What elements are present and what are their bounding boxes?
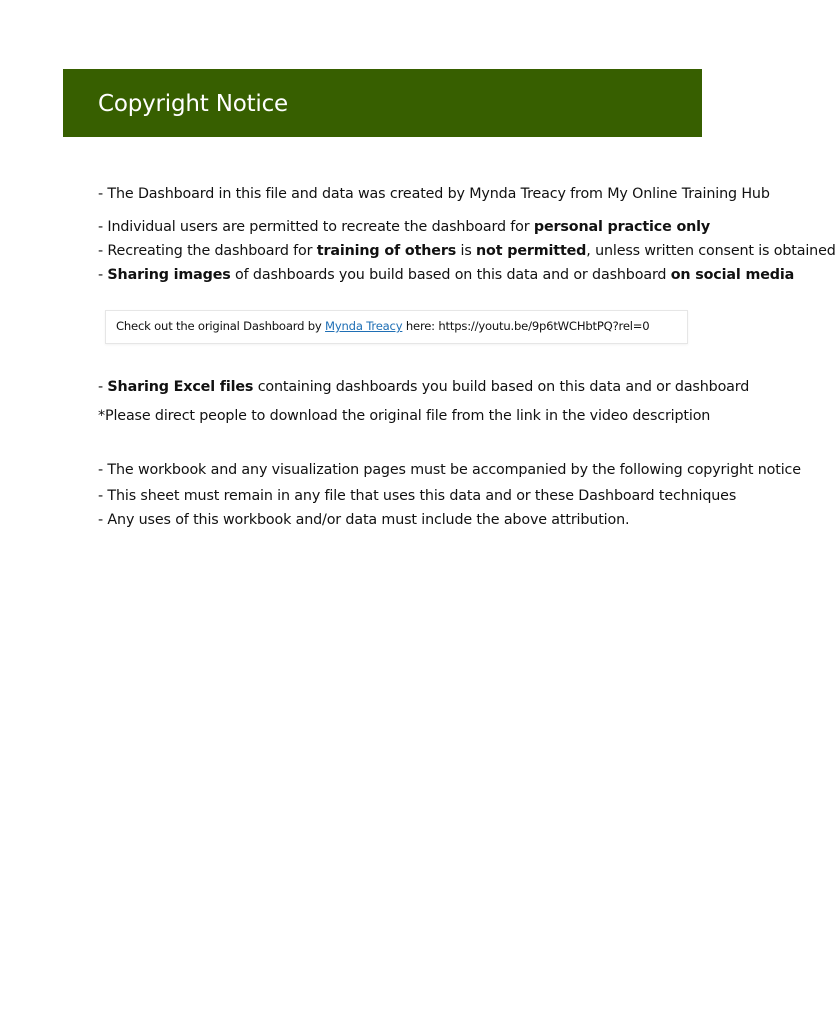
notice-line-training-others (98, 242, 836, 260)
callout-suffix: here: https://youtu.be/9p6tWCHbtPQ?rel=0 (402, 319, 650, 333)
notice-text: *Please direct people to download the original file from the link in the video description (98, 408, 711, 424)
notice-emphasis: on social media (670, 267, 795, 283)
callout-text (116, 319, 649, 333)
notice-emphasis: Sharing Excel files (107, 379, 254, 395)
page-title: Copyright Notice (98, 91, 288, 117)
notice-text: - Individual users are permitted to recreate the dashboard for (98, 219, 534, 235)
notice-text: - The Dashboard in this file and data was created by Mynda Treacy from My Online Training Hub (98, 186, 770, 202)
notice-dash: - (98, 379, 108, 395)
notice-text: , unless written consent is obtained (586, 243, 836, 259)
notice-text: - The workbook and any visualization pages must be accompanied by the following copyright notice (98, 462, 801, 478)
author-link[interactable]: Mynda Treacy (325, 319, 403, 333)
notice-line-download-direct (98, 407, 710, 425)
notice-line-personal-practice (98, 218, 710, 236)
callout-prefix: Check out the original Dashboard by (116, 319, 326, 333)
original-dashboard-callout (105, 310, 688, 344)
notice-emphasis: training of others (316, 243, 457, 259)
notice-text: of dashboards you build based on this data and or dashboard (230, 267, 671, 283)
notice-emphasis: not permitted (476, 243, 587, 259)
notice-line-accompanied (98, 461, 801, 479)
notice-text: - Any uses of this workbook and/or data must include the above attribution. (98, 512, 630, 528)
header-banner (63, 69, 702, 137)
notice-line-created-by (98, 185, 770, 203)
notice-line-sharing-excel (98, 378, 749, 396)
notice-dash: - (98, 267, 108, 283)
notice-emphasis: personal practice only (533, 219, 711, 235)
notice-line-sheet-remain (98, 487, 736, 505)
notice-emphasis: Sharing images (107, 267, 231, 283)
notice-text: - This sheet must remain in any file that uses this data and or these Dashboard techniques (98, 488, 737, 504)
notice-text: is (456, 243, 477, 259)
notice-line-attribution (98, 511, 629, 529)
notice-line-sharing-images (98, 266, 794, 284)
notice-text: - Recreating the dashboard for (98, 243, 317, 259)
notice-text: containing dashboards you build based on this data and or dashboard (253, 379, 750, 395)
